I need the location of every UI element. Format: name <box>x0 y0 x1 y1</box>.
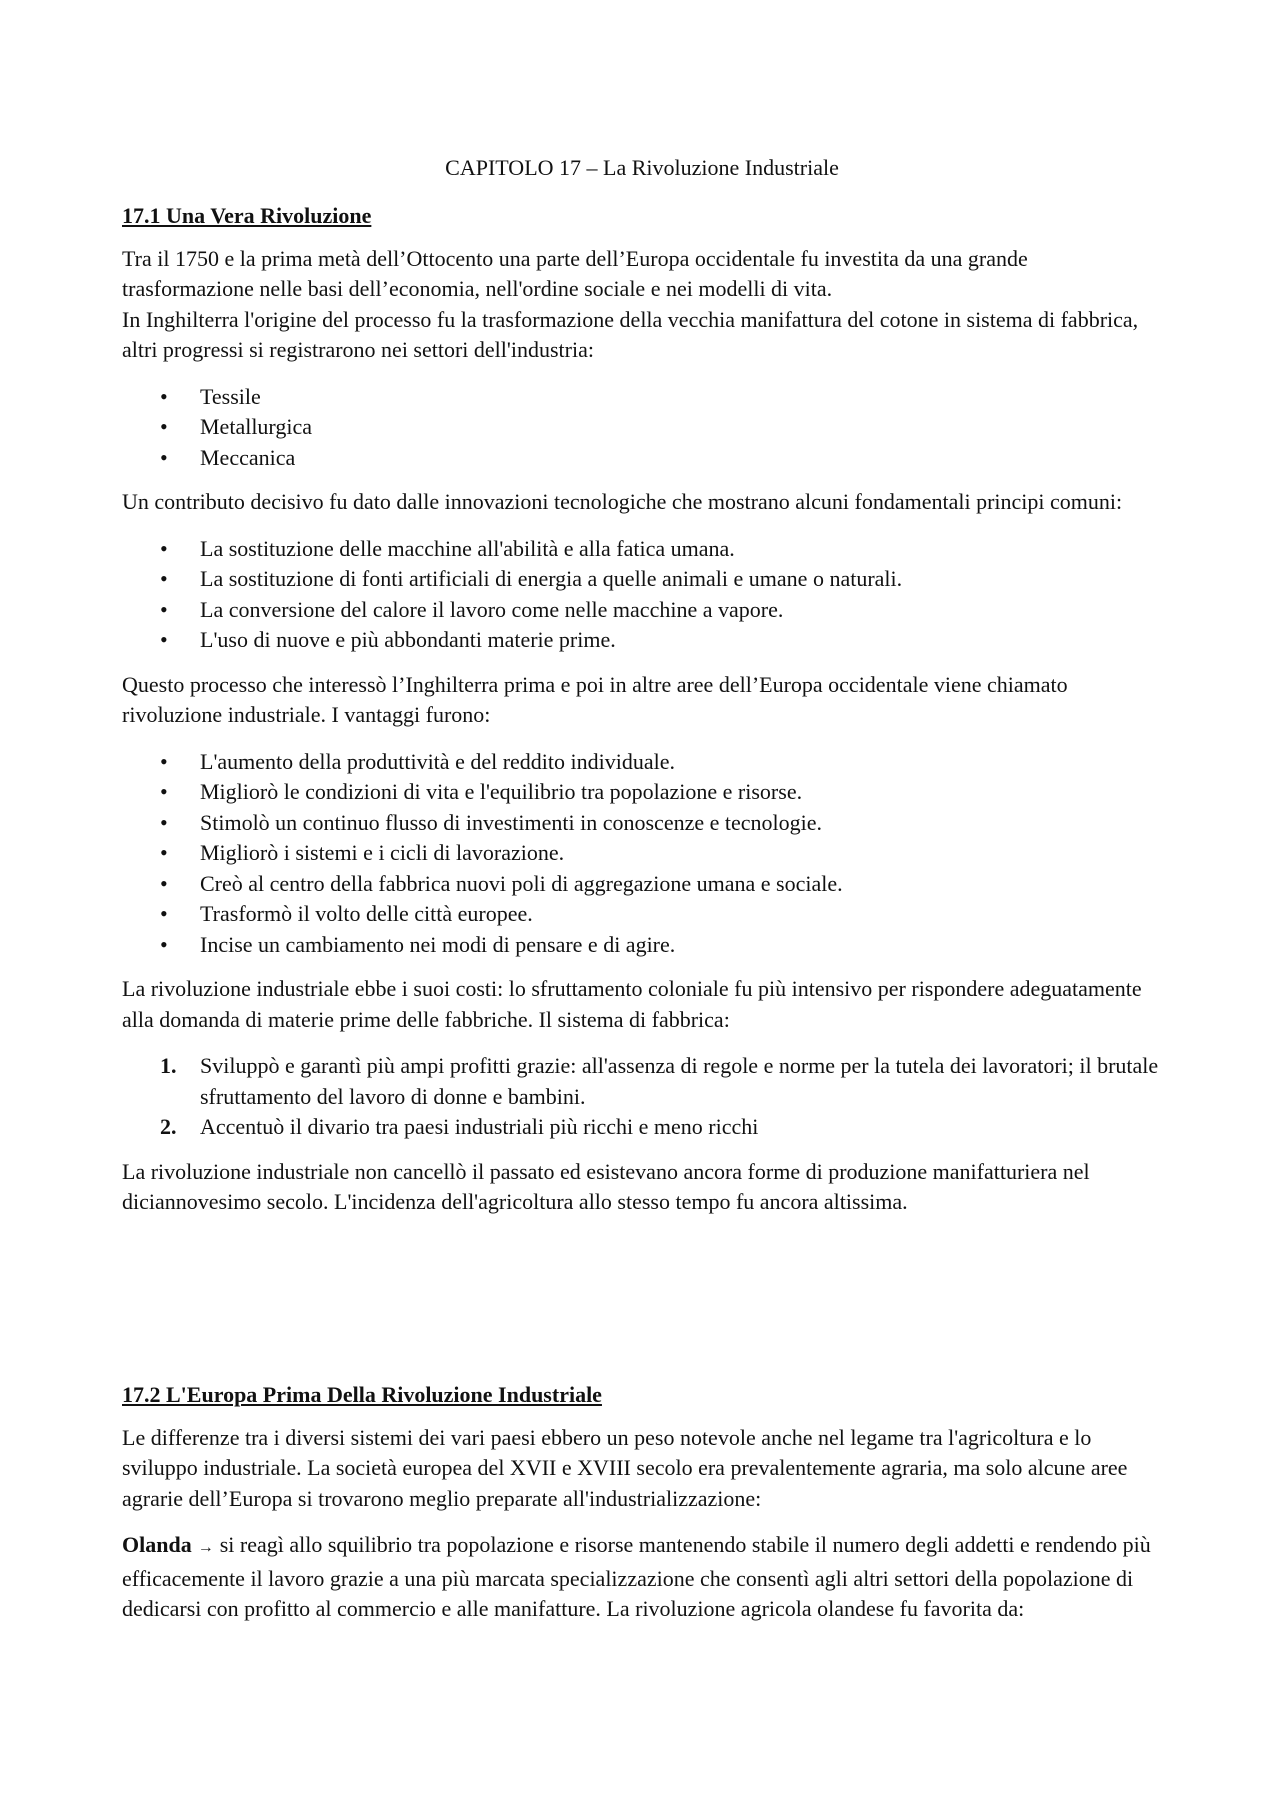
bullet-icon: • <box>160 931 168 957</box>
bullet-icon: • <box>160 566 168 591</box>
bullet-list-advantages <box>122 747 1162 961</box>
paragraph-text: si reagì allo squilibrio tra popolazione e risorse mantenendo stabile il numero degli addetti e rendendo più efficacemente il lavoro grazie a una più marcata specializzazione che consentì agli altri settori della popolazione di dedicarsi con profitto al commercio e alle manifatture. La rivoluzione agricola olandese fu favorita da: <box>122 1532 1151 1621</box>
list-item: • Trasformò il volto delle città europee. <box>200 899 1162 930</box>
section-heading: 17.2 L'Europa Prima Della Rivoluzione Industriale <box>122 1382 602 1407</box>
list-item: 2. Accentuò il divario tra paesi industriali più ricchi e meno ricchi <box>200 1112 1162 1143</box>
numbered-list-factory-system <box>122 1051 1162 1143</box>
arrow-right-icon: → <box>197 1539 214 1556</box>
section-heading: 17.1 Una Vera Rivoluzione <box>122 203 372 228</box>
section-17-1 <box>122 201 1162 1234</box>
list-item: • La sostituzione di fonti artificiali di energia a quelle animali e umane o naturali. <box>200 564 1162 595</box>
bullet-icon: • <box>160 779 168 804</box>
bullet-icon: • <box>160 748 168 774</box>
bullet-icon: • <box>160 596 168 622</box>
paragraph: Un contributo decisivo fu dato dalle innovazioni tecnologiche che mostrano alcuni fondamentali principi comuni: <box>122 489 1123 514</box>
paragraph-text: Tra il 1750 e la prima metà dell’Ottocento una parte dell’Europa occidentale fu investita da una grande trasformazione nelle basi dell’economia, nell'ordine sociale e nei modelli di vita. <box>122 245 1028 301</box>
paragraph: Le differenze tra i diversi sistemi dei vari paesi ebbero un peso notevole anche nel legame tra l'agricoltura e lo sviluppo industriale. La società europea del XVII e XVIII secolo era prevalentemente agraria, ma solo alcune aree agrarie dell’Europa si trovarono meglio preparate all'industrializzazione: <box>122 1424 1128 1511</box>
list-item: • Metallurgica <box>200 412 1162 443</box>
bullet-icon: • <box>160 809 168 835</box>
bullet-list-principles <box>122 534 1162 656</box>
paragraph <box>122 244 1162 366</box>
bullet-icon: • <box>160 535 168 561</box>
list-item: • L'uso di nuove e più abbondanti materie prime. <box>200 625 1162 656</box>
list-item: • L'aumento della produttività e del reddito individuale. <box>200 747 1162 778</box>
list-item: • La conversione del calore il lavoro come nelle macchine a vapore. <box>200 595 1162 626</box>
paragraph-text: In Inghilterra l'origine del processo fu la trasformazione della vecchia manifattura del cotone in sistema di fabbrica, altri progressi si registrarono nei settori dell'industria: <box>122 306 1139 362</box>
bullet-list-industries <box>122 382 1162 474</box>
bullet-icon: • <box>160 901 168 926</box>
list-item: • Creò al centro della fabbrica nuovi poli di aggregazione umana e sociale. <box>200 869 1162 900</box>
bullet-icon: • <box>160 627 168 652</box>
paragraph: La rivoluzione industriale ebbe i suoi costi: lo sfruttamento coloniale fu più intensivo per rispondere adeguatamente alla domanda di materie prime delle fabbriche. Il sistema di fabbrica: <box>122 976 1142 1032</box>
chapter-title: CAPITOLO 17 – La Rivoluzione Industriale <box>445 155 839 180</box>
list-item: • Migliorò i sistemi e i cicli di lavorazione. <box>200 838 1162 869</box>
list-item: • Stimolò un continuo flusso di investimenti in conoscenze e tecnologie. <box>200 808 1162 839</box>
term-label: Olanda <box>122 1532 192 1557</box>
bullet-icon: • <box>160 444 168 470</box>
bullet-icon: • <box>160 840 168 865</box>
list-item: 1. Sviluppò e garantì più ampi profitti grazie: all'assenza di regole e norme per la tutela dei lavoratori; il brutale sfruttamento del lavoro di donne e bambini. <box>160 1053 1159 1109</box>
list-number: 1. <box>160 1053 177 1078</box>
bullet-icon: • <box>160 414 168 439</box>
section-17-2 <box>122 1380 1162 1641</box>
bullet-icon: • <box>160 870 168 896</box>
list-number: 2. <box>160 1114 177 1139</box>
list-item: • Migliorò le condizioni di vita e l'equilibrio tra popolazione e risorse. <box>200 777 1162 808</box>
list-item: • Meccanica <box>200 443 1162 474</box>
list-item: • Incise un cambiamento nei modi di pensare e di agire. <box>200 930 1162 961</box>
paragraph-olanda <box>122 1530 1162 1625</box>
list-item: • Tessile <box>200 382 1162 413</box>
list-item: • La sostituzione delle macchine all'abilità e alla fatica umana. <box>200 534 1162 565</box>
bullet-icon: • <box>160 383 168 409</box>
paragraph: Questo processo che interessò l’Inghilterra prima e poi in altre aree dell’Europa occidentale viene chiamato rivoluzione industriale. I vantaggi furono: <box>122 671 1068 727</box>
paragraph: La rivoluzione industriale non cancellò il passato ed esistevano ancora forme di produzione manifatturiera nel diciannovesimo secolo. L'incidenza dell'agricoltura allo stesso tempo fu ancora altissima. <box>122 1158 1090 1214</box>
